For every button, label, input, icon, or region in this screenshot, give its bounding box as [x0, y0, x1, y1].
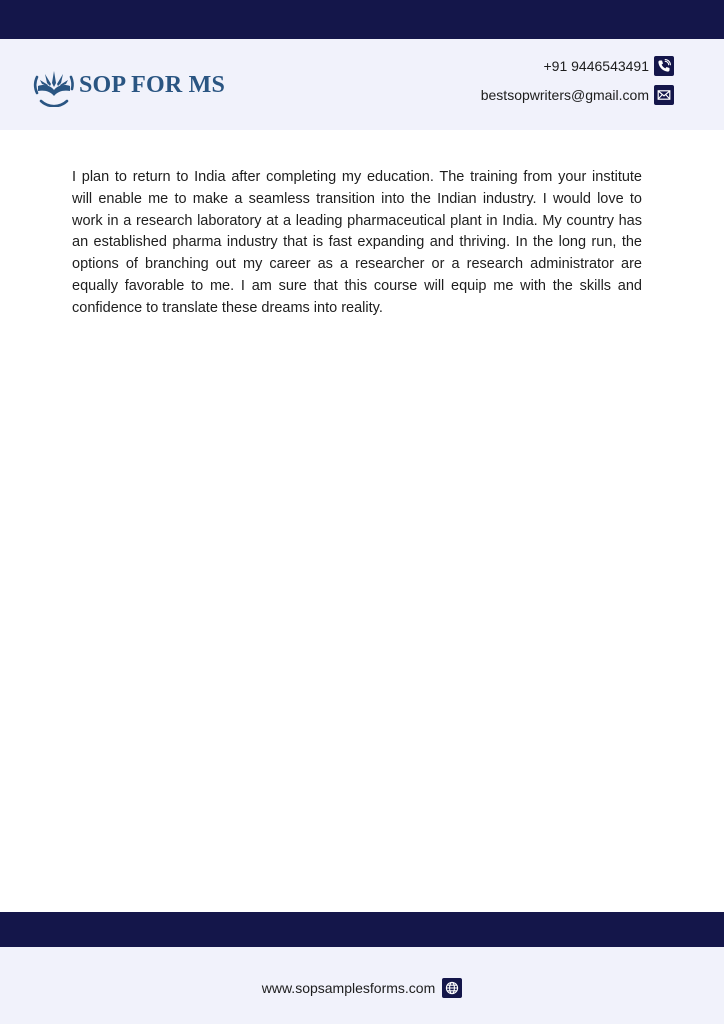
- website-contact[interactable]: [0, 978, 724, 998]
- brand-logo[interactable]: [32, 63, 225, 107]
- website-url: www.sopsamplesforms.com: [261, 980, 436, 996]
- letterhead-header: [0, 39, 724, 130]
- envelope-icon: [654, 85, 674, 105]
- brand-name: SOP FOR MS: [79, 71, 226, 98]
- email-contact[interactable]: [481, 85, 674, 105]
- phone-number: +91 9446543491: [543, 58, 649, 74]
- open-book-sunrise-icon: [32, 63, 76, 107]
- phone-contact[interactable]: [544, 56, 675, 76]
- letter-body: [72, 167, 642, 320]
- email-address: bestsopwriters@gmail.com: [480, 87, 649, 103]
- phone-icon: [654, 56, 674, 76]
- globe-icon: [442, 978, 462, 998]
- top-accent-bar: [0, 0, 724, 39]
- letterhead-footer: [0, 947, 724, 1024]
- body-paragraph: I plan to return to India after completing my education. The training from your institute will enable me to make a seamless transition into the Indian industry. I would love to work in a research laboratory at a leading pharmaceutical plant in India. My country has an established pharma industry that is fast expanding and thriving. In the long run, the options of branching out my career as a researcher or a research administrator are equally favorable to me. I am sure that this course will equip me with the skills and confidence to translate these dreams into reality.: [72, 169, 642, 316]
- bottom-accent-bar: [0, 912, 724, 947]
